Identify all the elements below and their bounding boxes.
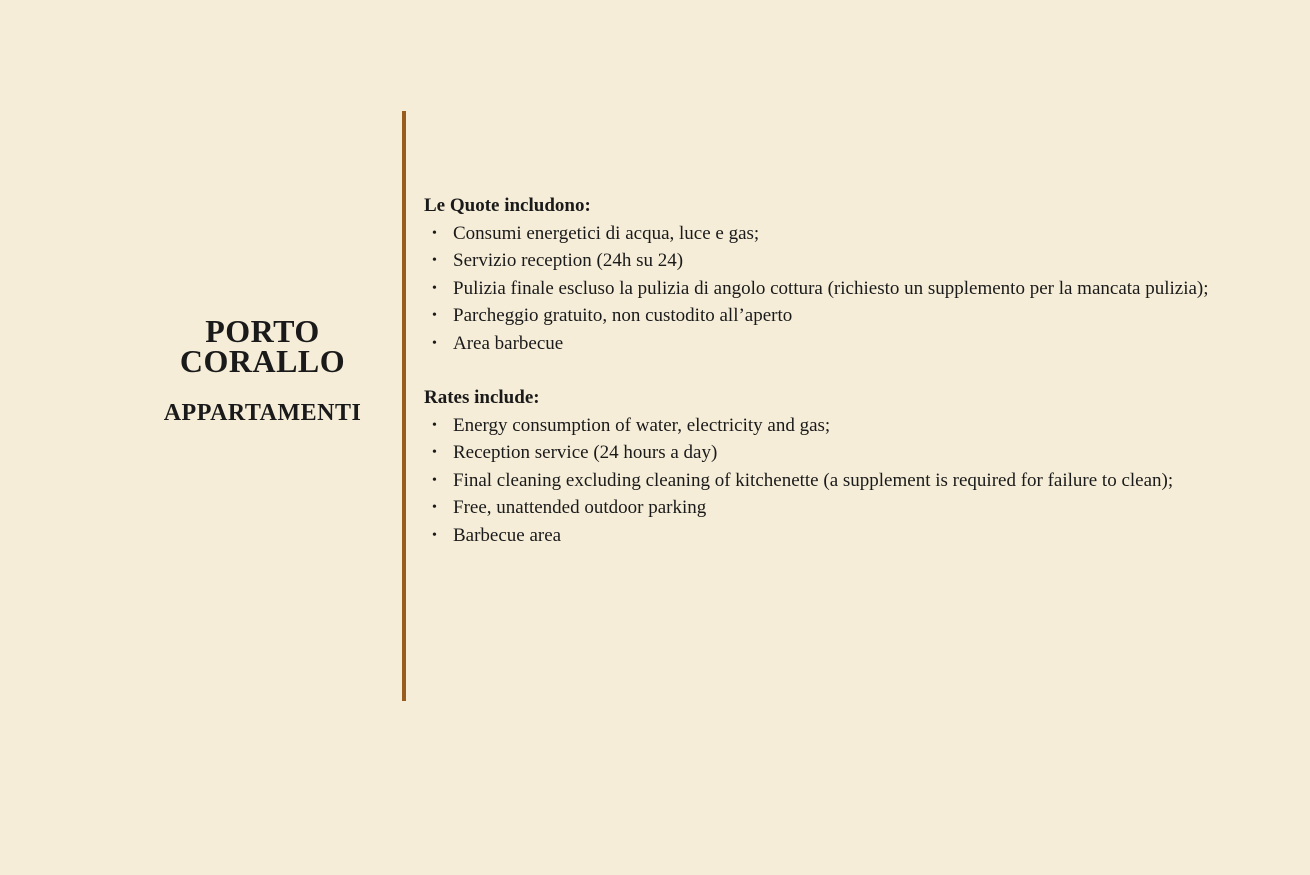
list-item-text: Barbecue area [453,524,562,546]
list-item [424,439,1244,467]
section-english [424,384,1244,549]
vertical-divider [402,111,406,701]
inclusions-list [424,412,1244,550]
list-item [424,330,1244,358]
inclusions-list [424,220,1244,358]
list-item [424,302,1244,330]
list-item-text: Free, unattended outdoor parking [453,497,707,518]
bullet-icon: • [432,280,437,296]
brand-name-line1: PORTO [205,313,320,349]
bullet-icon: • [432,472,437,488]
list-item-text: Energy consumption of water, electricity and gas; [453,414,831,436]
bullet-icon: • [432,417,437,433]
bullet-icon: • [432,308,437,323]
list-item-text: Pulizia finale escluso la pulizia di angolo cottura (richiesto un supplemento per la mancata pulizia); [453,277,1209,299]
list-item [424,220,1244,248]
bullet-icon: • [432,225,437,241]
list-item-text: Final cleaning excluding cleaning of kitchenette (a supplement is required for failure to clean); [453,469,1174,491]
list-item [424,247,1244,275]
section-italian [424,192,1244,357]
brand-name-line2: CORALLO [179,343,346,379]
list-item-text: Parcheggio gratuito, non custodito all’aperto [453,305,793,326]
list-item [424,467,1244,495]
list-item-text: Reception service (24 hours a day) [453,442,718,463]
list-item-text: Area barbecue [453,332,564,354]
bullet-icon: • [432,335,437,351]
rates-content [424,192,1244,549]
brand-name [140,313,385,379]
bullet-icon: • [432,500,437,515]
bullet-icon: • [432,445,437,460]
bullet-icon: • [432,253,437,268]
list-item [424,412,1244,440]
section-title: Rates include: [424,387,540,408]
brand-subtitle: APPARTAMENTI [163,400,362,426]
bullet-icon: • [432,527,437,543]
section-title: Le Quote includono: [424,195,591,216]
list-item [424,522,1244,550]
list-item [424,275,1244,303]
list-item [424,494,1244,522]
list-item-text: Consumi energetici di acqua, luce e gas; [453,222,760,244]
list-item-text: Servizio reception (24h su 24) [453,250,684,271]
brand-block [140,313,385,427]
